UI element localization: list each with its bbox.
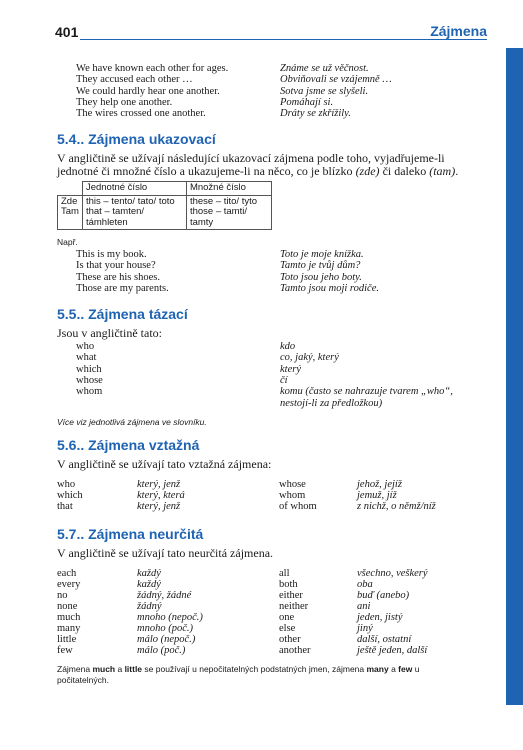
indefinite-list (57, 569, 487, 656)
example-row: Those are my parents. Tamto jsou moji rodiče. (76, 282, 379, 294)
example-row: They accused each other … Obviňovali se vzájemně … (76, 74, 392, 86)
list-item: every každý both oba (57, 579, 373, 591)
demonstrative-examples (76, 249, 487, 294)
table-header: Jednotné číslo (82, 182, 186, 196)
page-content (57, 63, 487, 685)
interrogative-list (76, 341, 487, 409)
table-cell: these – tito/ tyto those – tamti/ tamty (186, 195, 271, 230)
section-heading-5-5: 5.5.. Zájmena tázací (57, 306, 188, 323)
example-row: This is my book. Toto je moje knížka. (76, 248, 364, 260)
napr-label: Např. (57, 237, 78, 248)
example-row: We could hardly hear one another. Sotva jsme se slyšeli. (76, 85, 369, 97)
section-heading-5-6: 5.6.. Zájmena vztažná (57, 437, 200, 454)
example-row: They help one another. Pomáhají si. (76, 96, 334, 108)
example-row: Is that your house? Tamto je tvůj dům? (76, 260, 361, 272)
section-5-7-note: Zájmena much a little se používají u nepočitatelných podstatných jmen, zájmena many a few u počitatelných. (57, 664, 420, 685)
section-5-5-intro: Jsou v angličtině tato: (57, 326, 162, 341)
example-row: The wires crossed one another. Dráty se zkřížily. (76, 108, 351, 120)
list-item: little málo (nepoč.) other další, ostatní (57, 633, 412, 645)
list-item: each každý all všechno, veškerý (57, 568, 428, 580)
list-item: which který (76, 363, 301, 375)
list-item: which který, která whom jemuž, jíž (57, 490, 397, 502)
list-item: no žádný, žádné either buď (anebo) (57, 589, 410, 601)
table-row-label: Zde Tam (58, 195, 83, 230)
list-item: much mnoho (nepoč.) one jeden, jistý (57, 611, 403, 623)
table-cell: this – tento/ tato/ toto that – tamten/ támhleten (82, 195, 186, 230)
section-5-4-intro: V angličtině se užívají následující ukazovací zájmena podle toho, vyjadřujeme-li jednotné či množné číslo a ukazujeme-li na něco, co je blízko (zde) či daleko (tam). (57, 151, 459, 179)
example-row: These are his shoes. Toto jsou jeho boty. (76, 271, 362, 283)
table-header: Množné číslo (186, 182, 271, 196)
example-row: We have known each other for ages. Známe se už věčnost. (76, 63, 369, 74)
reciprocal-examples (76, 63, 487, 119)
section-5-6-intro: V angličtině se užívají tato vztažná zájmena: (57, 457, 272, 472)
demonstrative-table (57, 181, 272, 230)
list-item: many mnoho (poč.) else jiný (57, 622, 373, 634)
list-item: whom komu (často se nahrazuje tvarem „who“, nestojí-li za předložkou) (76, 386, 453, 409)
list-item: what co, jaký, který (76, 352, 339, 364)
chapter-title: Zájmena (430, 23, 487, 39)
list-item: who kdo (76, 341, 296, 353)
page-number: 401 (55, 24, 79, 40)
side-color-bar (506, 48, 523, 705)
list-item: whose čí (76, 375, 288, 387)
section-heading-5-7: 5.7.. Zájmena neurčitá (57, 526, 204, 543)
list-item: few málo (poč.) another ještě jeden, další (57, 644, 428, 656)
section-5-5-note: Více viz jednotlivá zájmena ve slovníku. (57, 416, 207, 427)
page-header (0, 0, 523, 42)
header-rule (80, 39, 487, 40)
section-heading-5-4: 5.4.. Zájmena ukazovací (57, 131, 216, 148)
list-item: who který, jenž whose jehož, jejíž (57, 479, 402, 491)
section-5-7-intro: V angličtině se užívají tato neurčitá zájmena. (57, 546, 274, 561)
relative-list (57, 480, 487, 513)
list-item: that který, jenž of whom z nichž, o němž/níž (57, 501, 436, 513)
list-item: none žádný neither ani (57, 600, 371, 612)
